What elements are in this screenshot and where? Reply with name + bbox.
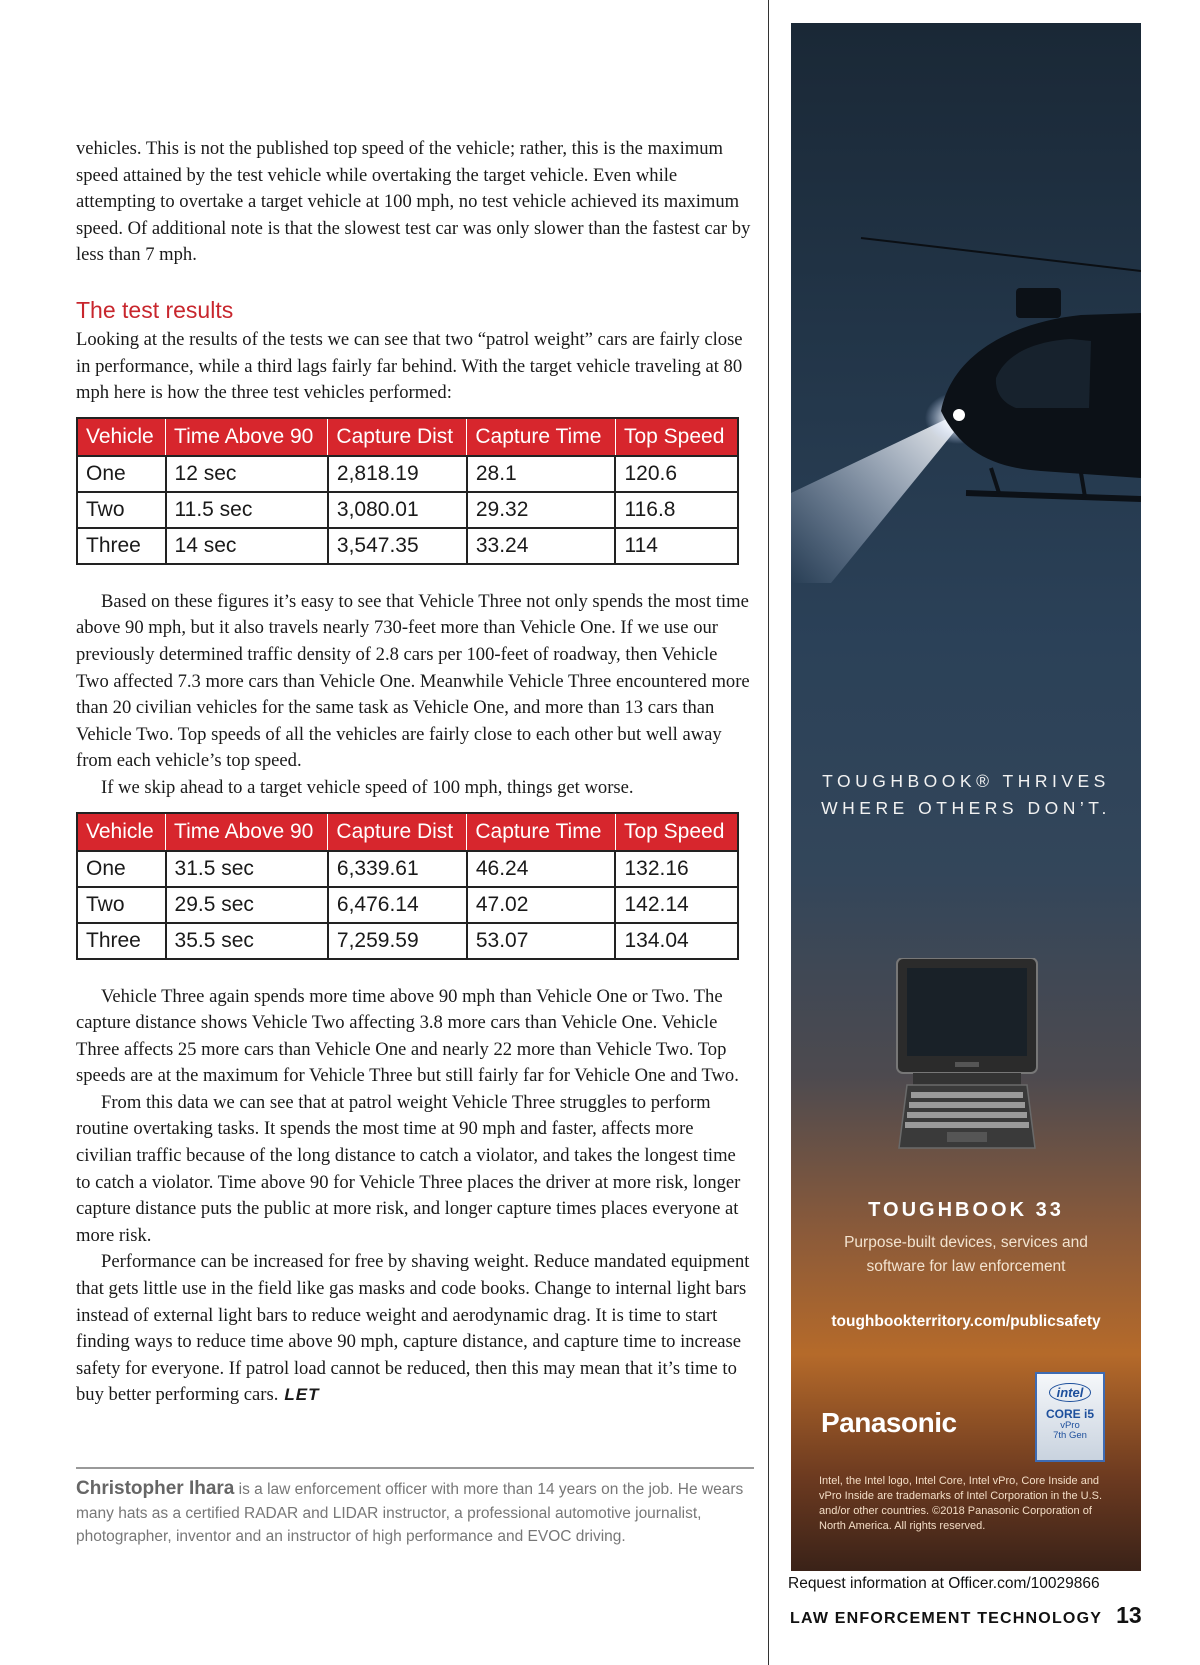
table-cell: 120.6 (615, 456, 738, 492)
results-table-100mph (76, 812, 739, 960)
paragraph-skip: If we skip ahead to a target vehicle speed of 100 mph, things get worse. (101, 776, 634, 798)
table-cell: 46.24 (467, 851, 616, 887)
table-row (77, 851, 738, 887)
intel-badge-line-3: 7th Gen (1053, 1430, 1087, 1441)
intel-badge-line-1: CORE i5 (1045, 1407, 1094, 1421)
table-row (77, 456, 738, 492)
ad-description: Purpose-built devices, services and software for law enforcement (844, 1234, 1088, 1275)
col-header: Top Speed (615, 418, 738, 456)
table-cell: 142.14 (615, 887, 738, 923)
author-bio-text: is a law enforcement officer with more than 14 years on the job. He wears many hats as a certified RADAR and LIDAR instructor, a professional automotive journalist, photographer, inventor and an instructor of high performance and EVOC driving. (76, 1481, 744, 1545)
table-cell: 31.5 sec (166, 851, 328, 887)
table-cell: 14 sec (166, 528, 328, 564)
page-footer (790, 1602, 1170, 1629)
col-header: Vehicle (77, 813, 166, 851)
intel-badge-line-2: vPro (1060, 1420, 1080, 1431)
paragraph-results: Looking at the results of the tests we can see that two “patrol weight” cars are fairly close in performance, while a third lags fairly far behind. With the target vehicle traveling at 80 mph here is how the three test vehicles performed: (76, 328, 743, 404)
table-cell: 6,339.61 (328, 851, 467, 887)
table-cell: 116.8 (615, 492, 738, 528)
results-table-80mph (76, 417, 739, 565)
paragraph-based: Based on these figures it’s easy to see that Vehicle Three not only spends the most time above 90 mph, but it also travels nearly 730-feet more than Vehicle One. If we use our previously determined traffic density of 2.8 cars per 100-feet of roadway, then Vehicle Two affected 7.3 more cars than Vehicle One. Meanwhile Vehicle Three encountered more than 20 civilian vehicles for the same task as Vehicle One, and more than 13 cars than Vehicle Two. Top speeds of all the vehicles are fairly close to each other but well away from each vehicle’s top speed. (76, 590, 750, 772)
col-header: Capture Dist (328, 813, 467, 851)
table-cell: One (77, 456, 166, 492)
table-cell: 114 (615, 528, 738, 564)
table-row (77, 492, 738, 528)
table-cell: 35.5 sec (166, 923, 328, 959)
table-cell: 33.24 (467, 528, 616, 564)
table-cell: 12 sec (166, 456, 328, 492)
col-header: Capture Dist (328, 418, 467, 456)
col-header: Capture Time (467, 813, 616, 851)
column-divider (768, 0, 769, 1665)
section-heading: The test results (76, 296, 234, 323)
ad-tagline (791, 768, 1141, 822)
table-cell: 132.16 (615, 851, 738, 887)
table-header-row (77, 813, 738, 851)
helicopter-spotlight-icon (791, 23, 1141, 583)
col-header: Time Above 90 (166, 813, 328, 851)
col-header: Time Above 90 (166, 418, 328, 456)
col-header: Vehicle (77, 418, 166, 456)
col-header: Capture Time (467, 418, 616, 456)
paragraph-data: From this data we can see that at patrol weight Vehicle Three struggles to perform routine overtaking tasks. It spends the most time at 90 mph and faster, affects more civilian traffic because of the long distance to catch a violator, and takes the longest time to catch a violator. Time above 90 for Vehicle Three places the driver at more risk, longer capture distance puts the public at more risk, and longer capture times places everyone at more risk. (76, 1091, 741, 1246)
paragraph-performance (76, 1249, 752, 1409)
table-cell: 134.04 (615, 923, 738, 959)
table-cell: 3,080.01 (328, 492, 467, 528)
table-cell: 29.5 sec (166, 887, 328, 923)
table-cell: 47.02 (467, 887, 616, 923)
intel-logo-icon: intel (1049, 1383, 1092, 1402)
paragraph-again: Vehicle Three again spends more time above 90 mph than Vehicle One or Two. The capture distance shows Vehicle Two affecting 3.8 more cars than Vehicle One. Vehicle Three affects 25 more cars than Vehicle One and nearly 22 more than Vehicle Two. Top speeds are at the maximum for Vehicle Three but still fairly far for Vehicle One and Two. (76, 985, 739, 1087)
table-row (77, 528, 738, 564)
ad-legal-text: Intel, the Intel logo, Intel Core, Intel vPro, Core Inside and vPro Inside are trademarks of Intel Corporation in the U.S. and/or other countries. ©2018 Panasonic Corporation of North America. All rights reserved. (819, 1475, 1103, 1532)
ad-product-name: TOUGHBOOK 33 (868, 1199, 1064, 1221)
ad-tagline-line-1: TOUGHBOOK® THRIVES (822, 771, 1110, 791)
table-cell: 3,547.35 (328, 528, 467, 564)
article-column (76, 136, 752, 1409)
publication-name: LAW ENFORCEMENT TECHNOLOGY (790, 1610, 1103, 1627)
ad-tagline-line-2: WHERE OTHERS DON’T. (821, 798, 1111, 818)
request-info-text: Request information at Officer.com/10029866 (788, 1575, 1100, 1592)
table-cell: Three (77, 528, 166, 564)
table-row (77, 887, 738, 923)
author-name: Christopher Ihara (76, 1478, 235, 1499)
table-cell: 2,818.19 (328, 456, 467, 492)
table-cell: 7,259.59 (328, 923, 467, 959)
paragraph-performance-text: Performance can be increased for free by shaving weight. Reduce mandated equipment that gets little use in the field like gas masks and code books. Change to internal light bars instead of external light bars to reduce weight and aerodynamic drag. It is time to start finding ways to reduce time above 90 mph, capture distance, and capture time to increase safety for everyone. If patrol load cannot be reduced, then this may mean that it’s time to buy better performing cars. (76, 1251, 750, 1406)
table-header-row (77, 418, 738, 456)
table-cell: One (77, 851, 166, 887)
table-cell: 6,476.14 (328, 887, 467, 923)
author-bio (76, 1477, 756, 1549)
laptop-icon (895, 958, 1039, 1158)
table-cell: 28.1 (467, 456, 616, 492)
table-cell: Two (77, 887, 166, 923)
table-row (77, 923, 738, 959)
table-cell: 53.07 (467, 923, 616, 959)
panasonic-advertisement[interactable] (791, 23, 1141, 1571)
table-cell: Two (77, 492, 166, 528)
intel-core-badge (1035, 1372, 1105, 1462)
table-cell: 11.5 sec (166, 492, 328, 528)
let-end-mark-icon: LET (284, 1385, 320, 1405)
table-cell: 29.32 (467, 492, 616, 528)
panasonic-logo: Panasonic (821, 1407, 957, 1438)
ad-url-link[interactable]: toughbookterritory.com/publicsafety (831, 1313, 1101, 1330)
bio-divider (76, 1467, 754, 1469)
page-number: 13 (1116, 1602, 1142, 1628)
paragraph-intro: vehicles. This is not the published top speed of the vehicle; rather, this is the maximum speed attained by the test vehicle while overtaking the target vehicle. Even while attempting to overtake a target vehicle at 100 mph, no test vehicle achieved its maximum speed. Of additional note is that the slowest test car was only slower than the fastest car by less than 7 mph. (76, 138, 751, 266)
table-cell: Three (77, 923, 166, 959)
col-header: Top Speed (615, 813, 738, 851)
